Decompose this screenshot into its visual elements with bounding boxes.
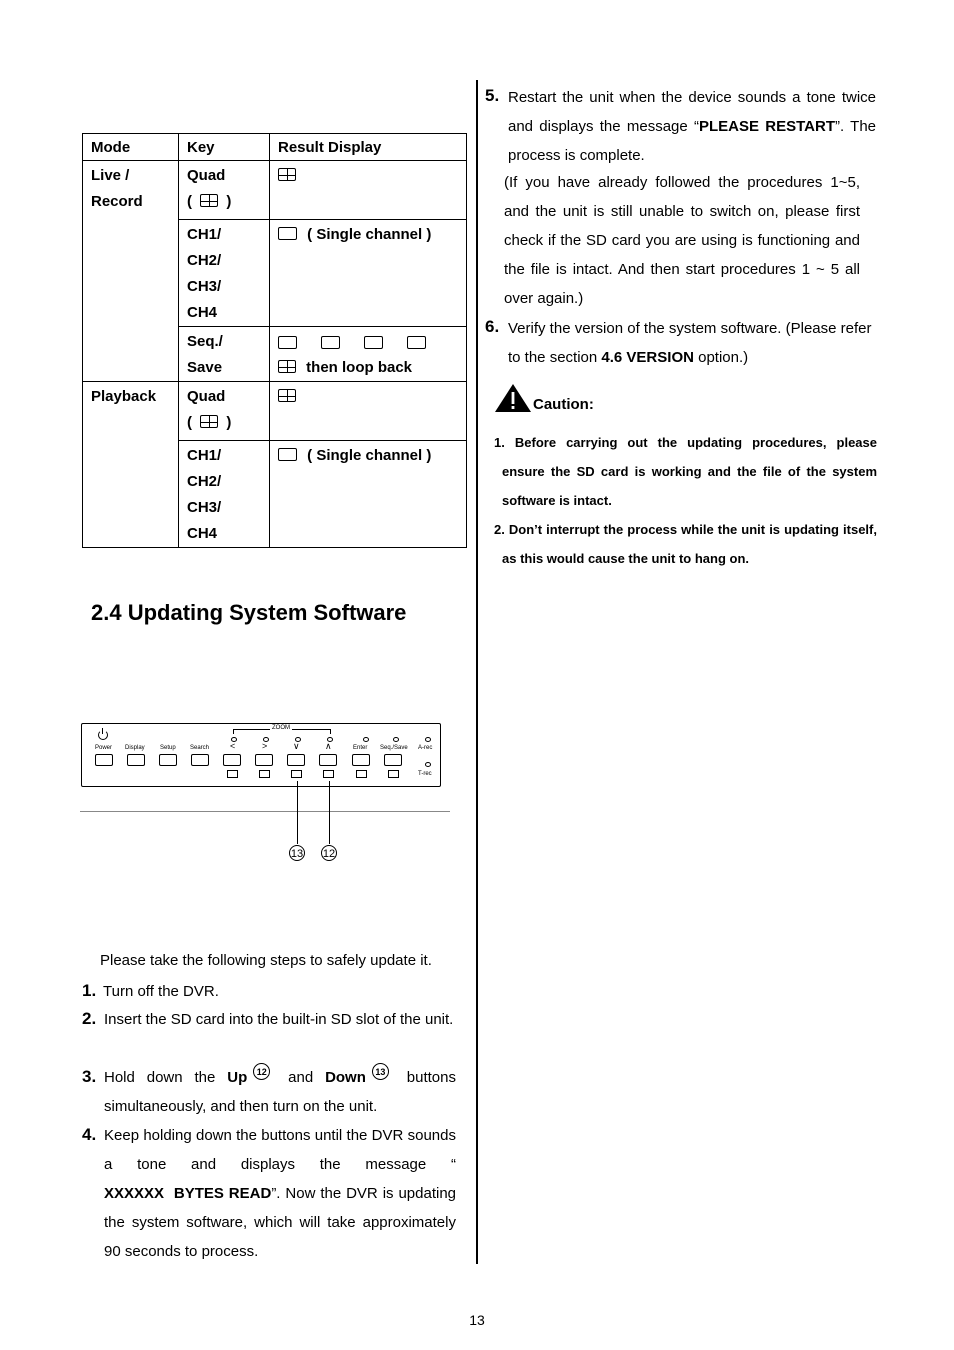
header-key: Key	[179, 134, 270, 161]
mode-playback: Playback	[83, 382, 179, 548]
setup-button[interactable]	[159, 754, 177, 766]
key-channels: CH1/ CH2/ CH3/ CH4	[179, 220, 270, 327]
quad-icon	[356, 770, 367, 778]
down-label: ∨	[293, 741, 300, 751]
result-quad	[270, 382, 467, 441]
callout-12: 12	[321, 845, 337, 861]
display-button[interactable]	[127, 754, 145, 766]
t-rec-led	[425, 762, 431, 767]
section-title: 2.4 Updating System Software	[91, 600, 407, 625]
led-indicator	[363, 737, 369, 742]
power-button[interactable]	[95, 754, 113, 766]
header-result-display: Result Display	[270, 134, 467, 161]
display-label: Display	[125, 745, 145, 751]
led-indicator	[393, 737, 399, 742]
a-rec-label: A-rec	[418, 745, 433, 751]
led-indicator	[425, 737, 431, 742]
key-quad: Quad ( )	[179, 161, 270, 220]
step-1: 1. Turn off the DVR.	[82, 981, 219, 1000]
caution-heading: Caution :	[494, 383, 594, 413]
search-button[interactable]	[191, 754, 209, 766]
intro-text: Please take the following steps to safely update it.	[100, 952, 432, 969]
key-channels: CH1/ CH2/ CH3/ CH4	[179, 441, 270, 548]
up-button[interactable]	[319, 754, 337, 766]
key-label: Quad	[187, 167, 226, 184]
step-4: 4. Keep holding down the buttons until the DVR sounds a tone and displays the message “ XXXXXX BYTES READ”. Now the DVR is updating the system software, which will take approximately 90 seconds to process.	[82, 1125, 456, 1260]
page-number: 13	[469, 1312, 485, 1328]
right-label: >	[262, 741, 268, 751]
single-channel-icon	[278, 227, 297, 240]
power-label: Power	[95, 745, 113, 751]
table-row	[83, 161, 467, 220]
single-channel-icon	[321, 336, 340, 349]
column-divider	[476, 80, 478, 1264]
enter-label: Enter	[353, 745, 368, 751]
step-6: 6. Verify the version of the system software. (Please refer to the section 4.6 VERSION option.)	[485, 317, 872, 366]
mode-live-record	[83, 161, 179, 382]
quad-icon	[200, 415, 218, 428]
quadrant-icon	[259, 770, 270, 778]
quadrant-icon	[291, 770, 302, 778]
quad-icon	[278, 360, 296, 373]
header-mode: Mode	[83, 134, 179, 161]
baseline	[80, 811, 450, 812]
single-channel-icon	[278, 336, 297, 349]
callout-line-12	[329, 781, 330, 844]
mode-label: Live /	[91, 167, 130, 184]
step-3: 3. Hold down the Up 12 and Down 13 buttons simultaneously, and then turn on the unit.	[82, 1063, 456, 1121]
enter-button[interactable]	[352, 754, 370, 766]
callout-13: 13	[289, 845, 305, 861]
single-channel-icon	[364, 336, 383, 349]
step-2: 2. Insert the SD card into the built-in SD slot of the unit.	[82, 1009, 454, 1028]
left-button[interactable]	[223, 754, 241, 766]
front-panel-diagram	[81, 723, 441, 787]
quad-icon	[278, 168, 296, 181]
quad-icon	[278, 389, 296, 402]
result-sequence: then loop back	[270, 327, 467, 382]
quadrant-icon	[323, 770, 334, 778]
left-label: <	[230, 741, 236, 751]
mode-key-table	[82, 133, 467, 548]
seq-save-label: Seq./Save	[380, 745, 408, 751]
search-label: Search	[190, 745, 210, 751]
caution-item-2: 2. Don’t interrupt the process while the unit is updating itself, as this would cause the unit to hang on.	[494, 522, 877, 566]
up-label: ∧	[325, 741, 332, 751]
setup-label: Setup	[160, 745, 176, 751]
quadrant-icon	[227, 770, 238, 778]
right-button[interactable]	[255, 754, 273, 766]
down-button-callout: 13	[372, 1063, 389, 1080]
single-channel-icon	[278, 448, 297, 461]
key-quad: Quad ( )	[179, 382, 270, 441]
callout-line-13	[297, 781, 298, 844]
down-button[interactable]	[287, 754, 305, 766]
table-row	[83, 382, 467, 441]
result-quad	[270, 161, 467, 220]
result-single-channel: ( Single channel )	[270, 220, 467, 327]
step-5-note: (If you have already followed the procedures 1~5, and the unit is still unable to switch on, please first check if the SD card you are using is functioning and the file is intact. And then start procedures 1 ~ 5 all over again.)	[504, 174, 860, 307]
quad-icon	[200, 194, 218, 207]
single-channel-icon	[407, 336, 426, 349]
mode-label: Record	[91, 193, 143, 210]
power-icon	[98, 730, 108, 740]
result-single-channel: ( Single channel )	[270, 441, 467, 548]
table-header-row	[83, 134, 467, 161]
pip-icon	[388, 770, 399, 778]
key-seq-save: Seq./ Save	[179, 327, 270, 382]
zoom-label: ZOOM	[272, 725, 290, 731]
up-button-callout: 12	[253, 1063, 270, 1080]
t-rec-label: T-rec	[418, 771, 432, 777]
step-5: 5. Restart the unit when the device sounds a tone twice and displays the message “PLEASE RESTART”. The process is complete.	[485, 86, 877, 164]
caution-item-1: 1. Before carrying out the updating procedures, please ensure the SD card is working and the file of the system software is intact.	[494, 435, 877, 508]
warning-icon	[494, 383, 532, 413]
seq-save-button[interactable]	[384, 754, 402, 766]
